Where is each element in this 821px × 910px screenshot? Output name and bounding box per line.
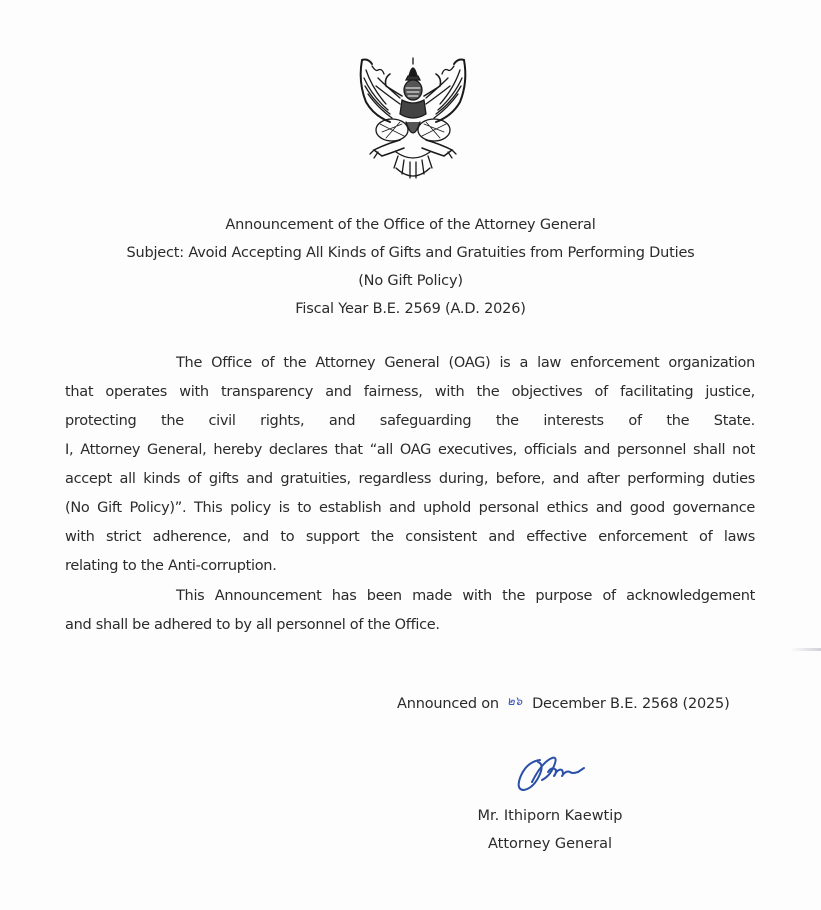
paragraph-line: protecting the civil rights, and safeguarding the interests of the State. — [65, 413, 755, 429]
announced-prefix: Announced on — [397, 696, 499, 712]
policy-name: (No Gift Policy) — [358, 273, 463, 289]
garuda-emblem-icon — [356, 52, 470, 184]
announcement-title: Announcement of the Office of the Attorney General — [225, 217, 596, 233]
paragraph-line: relating to the Anti-corruption. — [65, 558, 277, 574]
paragraph-line: (No Gift Policy)”. This policy is to establish and uphold personal ethics and good governance — [65, 500, 755, 516]
signer-name: Mr. Ithiporn Kaewtip — [477, 808, 623, 824]
paragraph-line: The Office of the Attorney General (OAG) is a law enforcement organization — [176, 355, 755, 371]
paragraph-line: accept all kinds of gifts and gratuities, regardless during, before, and after performing duties — [65, 471, 755, 487]
body-paragraph-2 — [65, 582, 755, 640]
scan-artifact — [790, 648, 821, 651]
paragraph-line: and shall be adhered to by all personnel of the Office. — [65, 617, 440, 633]
handwritten-day: ๒๖ — [506, 694, 523, 708]
announcement-date — [397, 695, 730, 714]
announcement-subject: Subject: Avoid Accepting All Kinds of Gifts and Gratuities from Performing Duties — [126, 245, 695, 261]
paragraph-line: that operates with transparency and fairness, with the objectives of facilitating justice, — [65, 384, 755, 400]
announced-suffix: December B.E. 2568 (2025) — [532, 696, 730, 712]
signature-icon — [512, 752, 587, 794]
signer-title: Attorney General — [487, 836, 613, 852]
body-paragraph-1 — [65, 349, 755, 581]
fiscal-year: Fiscal Year B.E. 2569 (A.D. 2026) — [295, 301, 526, 317]
paragraph-line: This Announcement has been made with the purpose of acknowledgement — [176, 588, 755, 604]
paragraph-line: with strict adherence, and to support the consistent and effective enforcement of laws — [65, 529, 755, 545]
paragraph-line: I, Attorney General, hereby declares that “all OAG executives, officials and personnel shall not — [65, 442, 755, 458]
